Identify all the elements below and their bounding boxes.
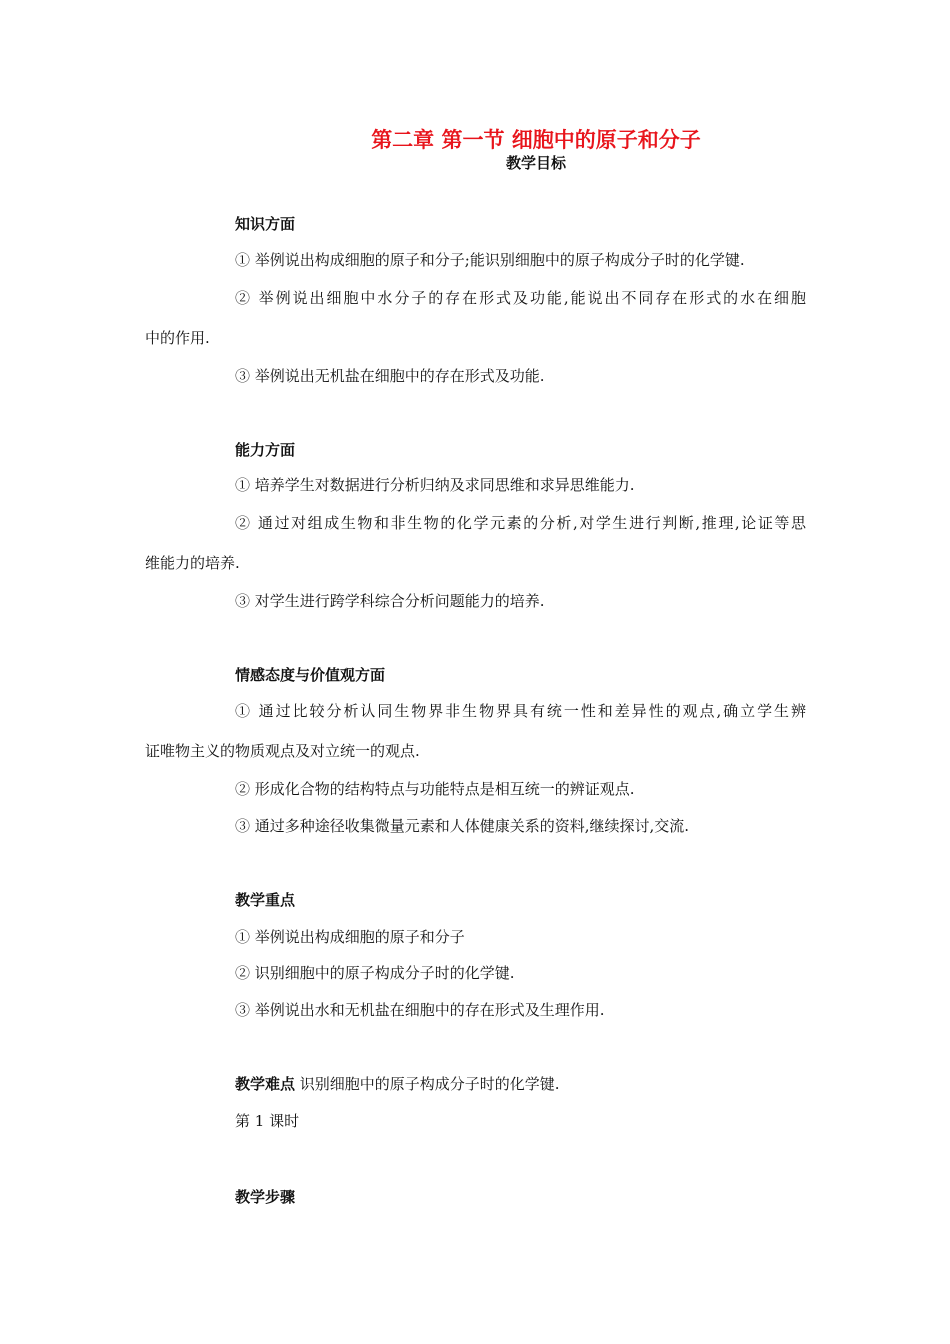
- ability-item-1: ① 培养学生对数据进行分析归纳及求同思维和求异思维能力.: [235, 476, 635, 494]
- emotion-item-1-line-1: ① 通过比较分析认同生物界非生物界具有统一性和差异性的观点,确立学生辨: [235, 702, 806, 720]
- document-title: 第二章 第一节 细胞中的原子和分子: [371, 128, 701, 152]
- difficulty-heading: 教学难点: [235, 1075, 296, 1093]
- ability-item-2-line-1: ② 通过对组成生物和非生物的化学元素的分析,对学生进行判断,推理,论证等思: [235, 514, 806, 532]
- emotion-item-3: ③ 通过多种途径收集微量元素和人体健康关系的资料,继续探讨,交流.: [235, 817, 690, 835]
- key-points-item-3: ③ 举例说出水和无机盐在细胞中的存在形式及生理作用.: [235, 1001, 605, 1019]
- document-subtitle: 教学目标: [505, 154, 566, 172]
- difficulty-text: 识别细胞中的原子构成分子时的化学键.: [295, 1075, 560, 1093]
- ability-heading: 能力方面: [235, 441, 296, 459]
- knowledge-item-1: ① 举例说出构成细胞的原子和分子;能识别细胞中的原子构成分子时的化学键.: [235, 251, 745, 269]
- steps-heading: 教学步骤: [235, 1188, 296, 1206]
- emotion-item-2: ② 形成化合物的结构特点与功能特点是相互统一的辨证观点.: [235, 780, 635, 798]
- key-points-item-1: ① 举例说出构成细胞的原子和分子: [235, 928, 465, 946]
- lesson-label: 第 1 课时: [235, 1112, 300, 1130]
- emotion-item-1-line-2: 证唯物主义的物质观点及对立统一的观点.: [145, 742, 420, 760]
- knowledge-heading: 知识方面: [235, 215, 296, 233]
- key-points-heading: 教学重点: [235, 891, 296, 909]
- ability-item-2-line-2: 维能力的培养.: [145, 554, 240, 572]
- ability-item-3: ③ 对学生进行跨学科综合分析问题能力的培养.: [235, 592, 545, 610]
- knowledge-item-2-line-2: 中的作用.: [145, 329, 210, 347]
- knowledge-item-3: ③ 举例说出无机盐在细胞中的存在形式及功能.: [235, 367, 545, 385]
- knowledge-item-2-line-1: ② 举例说出细胞中水分子的存在形式及功能,能说出不同存在形式的水在细胞: [235, 289, 806, 307]
- key-points-item-2: ② 识别细胞中的原子构成分子时的化学键.: [235, 964, 515, 982]
- emotion-heading: 情感态度与价值观方面: [235, 666, 386, 684]
- difficulty-line: [235, 1074, 560, 1094]
